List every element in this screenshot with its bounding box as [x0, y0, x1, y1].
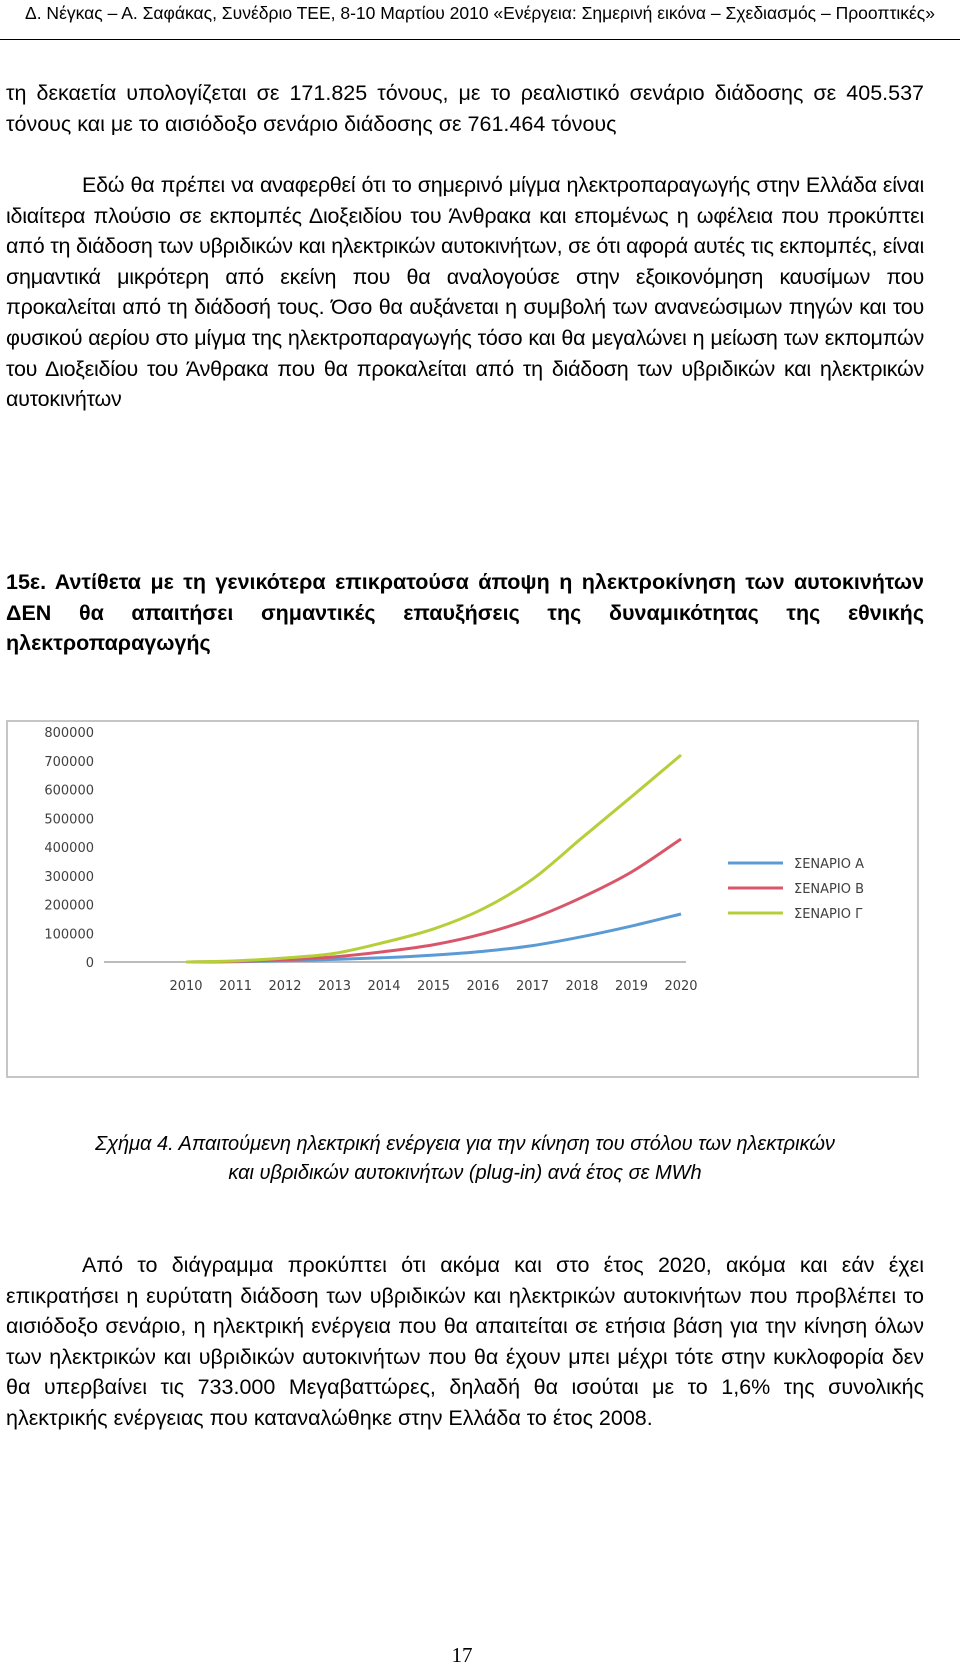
page-number: 17	[451, 1643, 473, 1667]
x-tick-label: 2014	[367, 979, 401, 994]
y-tick-label: 400000	[44, 841, 94, 856]
x-tick-label: 2018	[565, 979, 599, 994]
x-tick-label: 2019	[614, 979, 649, 994]
paragraph-text: Από το διάγραμμα προκύπτει ότι ακόμα και στο έτος 2020, ακόμα και εάν έχει επικρατήσει η ευρύτατη διάδοση των υβριδικών και ηλεκτρικών αυτοκινήτων που προβλέπει το αισιόδοξο σενάριο, η ηλεκτρική ενέργεια που θα απαιτείται σε ετήσια βάση για την κίνηση όλων των ηλεκτρικών και υβριδικών αυτοκινήτων που θα έχουν μπει μέχρι τότε στην κυκλοφορία δεν θα υπερβαίνει τις 733.000 Μεγαβαττώρες, δηλαδή θα ισούται με το 1,6% της συνολικής ηλεκτρικής ενέργειας που καταναλώθηκε στην Ελλάδα το έτος 2008.	[6, 1253, 924, 1430]
legend-label: ΣΕΝΑΡΙΟ Β	[794, 882, 865, 897]
energy-demand-line-chart	[6, 720, 919, 1078]
x-tick-label: 2016	[466, 979, 500, 994]
y-tick-label: 600000	[44, 783, 94, 799]
legend-label: ΣΕΝΑΡΙΟ Γ	[794, 907, 863, 922]
paragraph-continuation	[6, 78, 924, 139]
paragraph-text: Εδώ θα πρέπει να αναφερθεί ότι το σημερινό μίγμα ηλεκτροπαραγωγής στην Ελλάδα είναι ιδιαίτερα πλούσιο σε εκπομπές Διοξειδίου του Άνθρακα και επομένως η ωφέλεια που προκύπτει από τη διάδοση των υβριδικών και ηλεκτρικών αυτοκινήτων, σε ότι αφορά αυτές τις εκπομπές, είναι σημαντικά μικρότερη από εκείνη που θα αναλογούσε στην εξοικονόμηση καυσίμων που προκαλείται από τη διάδοσή τους. Όσο θα αυξάνεται η συμβολή των ανανεώσιμων πηγών και του φυσικού αερίου στο μίγμα της ηλεκτροπαραγωγής τόσο και θα μεγαλώνει η μείωση των εκπομπών του Διοξειδίου του Άνθρακα που θα προκαλείται από τη διάδοση των υβριδικών και ηλεκτρικών αυτοκινήτων	[6, 173, 924, 412]
x-tick-label: 2011	[218, 979, 253, 994]
figure-caption	[6, 1130, 924, 1188]
y-tick-label: 500000	[44, 812, 94, 828]
legend-label: ΣΕΝΑΡΙΟ Α	[794, 857, 864, 872]
x-tick-label: 2015	[416, 979, 451, 994]
paragraph-emissions	[6, 170, 924, 415]
y-tick-label: 0	[85, 956, 94, 971]
y-tick-label: 300000	[44, 869, 94, 885]
running-header: Δ. Νέγκας – Α. Σαφάκας, Συνέδριο ΤΕΕ, 8-10 Μαρτίου 2010 «Ενέργεια: Σημερινή εικόνα – Σχεδιασμός – Προοπτικές»	[0, 0, 960, 40]
y-tick-label: 800000	[44, 726, 94, 741]
caption-line-2: και υβριδικών αυτοκινήτων (plug-in) ανά έτος σε MWh	[228, 1162, 702, 1184]
section-heading: 15ε. Αντίθετα με τη γενικότερα επικρατούσα άποψη η ηλεκτροκίνηση των αυτοκινήτων ΔΕΝ θα απαιτήσει σημαντικές επαυξήσεις της δυναμικότητας της εθνικής ηλεκτροπαραγωγής	[6, 570, 924, 655]
y-tick-label: 100000	[44, 927, 94, 943]
paragraph-conclusion	[6, 1250, 924, 1434]
x-tick-label: 2013	[317, 979, 352, 994]
caption-line-1: Σχήμα 4. Απαιτούμενη ηλεκτρική ενέργεια για την κίνηση του στόλου των ηλεκτρικών	[95, 1133, 835, 1155]
y-tick-label: 200000	[44, 898, 94, 914]
x-tick-label: 2020	[664, 979, 698, 994]
x-tick-label: 2010	[169, 979, 203, 994]
y-tick-label: 700000	[44, 754, 94, 770]
x-tick-label: 2017	[515, 979, 550, 994]
chart-frame	[7, 721, 918, 1077]
x-tick-label: 2012	[268, 979, 302, 994]
section-15e	[6, 567, 924, 659]
figure-4	[6, 720, 919, 1078]
paragraph-text: τη δεκαετία υπολογίζεται σε 171.825 τόνους, με το ρεαλιστικό σενάριο διάδοσης σε 405.537 τόνους και με το αισιόδοξο σενάριο διάδοσης σε 761.464 τόνους	[6, 81, 924, 136]
